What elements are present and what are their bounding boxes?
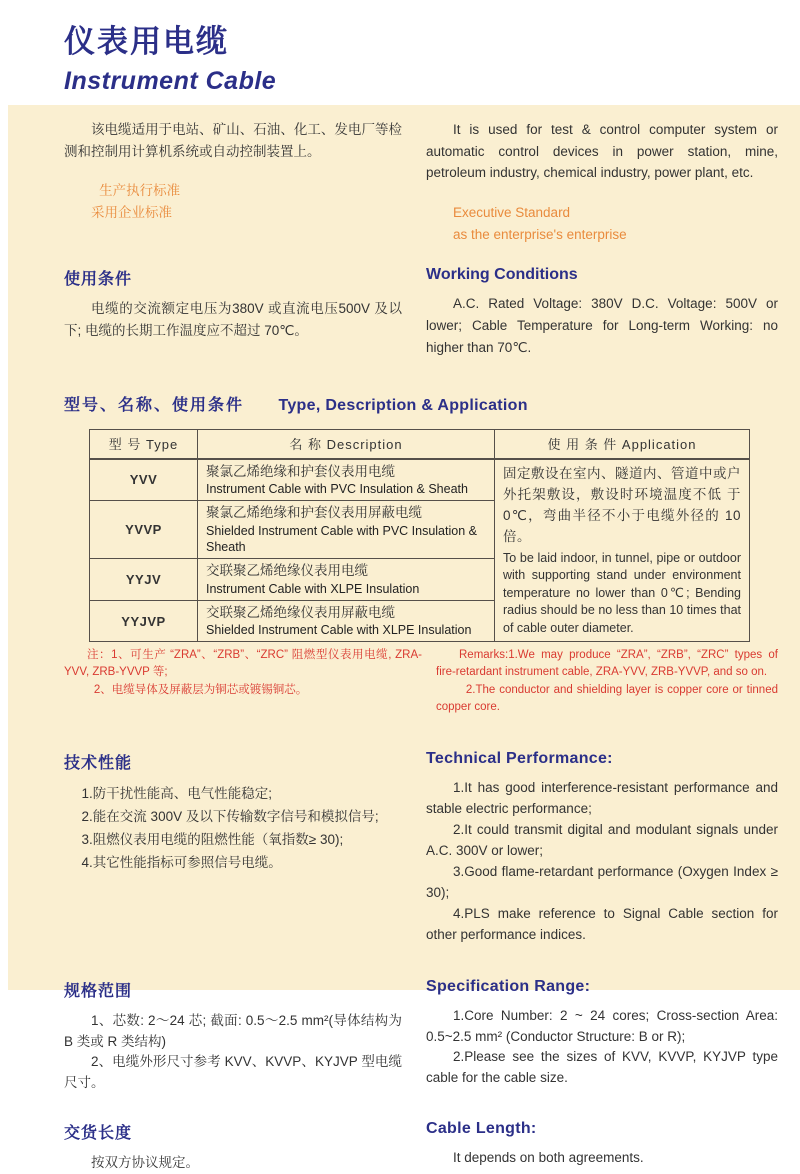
type-code: YYJV [90, 559, 198, 600]
table-heading-zh: 型号、名称、使用条件 [64, 397, 245, 415]
description-en: Shielded Instrument Cable with PVC Insulation & Sheath [206, 523, 477, 555]
application-zh: 固定敷设在室内、隧道内、管道中或户外托架敷设，敷设时环境温度不低 于0℃，弯曲半径不小于电缆外径的 10 倍。 [503, 465, 741, 544]
description-en: Instrument Cable with XLPE Insulation [206, 581, 420, 596]
page-header [0, 0, 800, 105]
standard-lines-en [426, 202, 778, 247]
specification-en-col [426, 978, 778, 1095]
length-heading-en: Cable Length: [426, 1120, 537, 1138]
working-body-zh: 电缆的交流额定电压为380V 或直流电压500V 及以下; 电缆的长期工作温度应不超过 70℃。 [64, 301, 402, 338]
working-heading-en: Working Conditions [426, 266, 578, 284]
specification-items-en [426, 1006, 778, 1090]
application-cell [495, 459, 750, 642]
specification-zh-col [64, 978, 402, 1095]
length-en-col [426, 1120, 778, 1174]
length-body-en: It depends on both agreements. [453, 1150, 644, 1166]
specification-item-en: 1.Core Number: 2 ~ 24 cores; Cross-section Area: 0.5~2.5 mm² (Conductor Structure: B or R); [426, 1007, 778, 1044]
remarks-zh [64, 647, 422, 716]
specification-heading-zh: 规格范围 [64, 982, 133, 1000]
standard-line-en-2: as the enterprise's enterprise [453, 227, 627, 243]
technical-heading-en: Technical Performance: [426, 750, 613, 768]
type-code: YVVP [90, 501, 198, 559]
specification-heading-en: Specification Range: [426, 977, 591, 995]
intro-en-col [426, 119, 778, 246]
working-body-en: A.C. Rated Voltage: 380V D.C. Voltage: 500V or lower; Cable Temperature for Long-term Working: no higher than 70℃. [426, 296, 778, 355]
specification-range-section [64, 978, 778, 1095]
technical-items-zh [64, 783, 402, 875]
technical-item-en: 2.It could transmit digital and modulant signals under A.C. 300V or lower; [426, 822, 778, 858]
application-en: To be laid indoor, in tunnel, pipe or outdoor with supporting stand under environment temperature no lower than 0℃; Bending radius should be no less than 10 times that of cable outer diameter. [503, 550, 741, 635]
standard-line-zh-1: 生产执行标准 [99, 183, 181, 199]
standard-line-zh-2: 采用企业标准 [91, 205, 172, 221]
length-body-zh: 按双方协议规定。 [91, 1155, 199, 1171]
type-description-table [89, 429, 750, 642]
specification-item-zh: 2、电缆外形尺寸参考 KVV、KVVP、KYJVP 型电缆尺寸。 [64, 1054, 402, 1091]
length-zh-col [64, 1120, 402, 1174]
description-zh: 交联聚乙烯绝缘仪表用屏蔽电缆 [206, 604, 395, 620]
specification-item-zh: 1、芯数: 2～24 芯; 截面: 0.5～2.5 mm²(导体结构为 B 类或 R 类结构) [64, 1012, 402, 1049]
technical-en-col [426, 750, 778, 945]
technical-performance-section [64, 750, 778, 945]
page-content [8, 105, 800, 1171]
technical-item-zh: 4.其它性能指标可参照信号电缆。 [81, 855, 282, 871]
remarks-section [64, 647, 778, 716]
type-code: YVV [90, 459, 198, 501]
technical-item-en: 4.PLS make reference to Signal Cable section for other performance indices. [426, 905, 778, 942]
description-zh: 聚氯乙烯绝缘和护套仪表用屏蔽电缆 [206, 505, 422, 521]
col-header-application: 使 用 条 件 Application [495, 430, 750, 459]
table-row [90, 459, 750, 501]
length-heading-zh: 交货长度 [64, 1125, 133, 1143]
description-cell [198, 559, 495, 600]
intro-zh-col [64, 119, 402, 246]
standard-line-en-1: Executive Standard [453, 204, 571, 220]
technical-item-zh: 2.能在交流 300V 及以下传输数字信号和模拟信号; [81, 809, 379, 825]
specification-items-zh [64, 1011, 402, 1095]
col-header-description: 名 称 Description [198, 430, 495, 459]
standard-lines-zh [64, 180, 402, 225]
specification-item-en: 2.Please see the sizes of KVV, KVVP, KYJVP type cable for the cable size. [426, 1049, 778, 1086]
technical-heading-zh: 技术性能 [64, 755, 133, 773]
working-conditions-section [64, 266, 778, 358]
intro-paragraph-en: It is used for test & control computer system or automatic control devices in power station, mine, petroleum industry, chemical industry, power plant, etc. [426, 122, 778, 181]
cable-length-section [64, 1120, 778, 1174]
technical-item-en: 1.It has good interference-resistant performance and stable electric performance; [426, 780, 778, 817]
working-en-col [426, 266, 778, 358]
remarks-en [436, 647, 778, 716]
description-cell [198, 459, 495, 501]
remark-en-1: Remarks:1.We may produce “ZRA”, “ZRB”, “ZRC” types of fire-retardant instrument cable, ZRA-YVV, ZRB-YVVP, and so on. [436, 649, 778, 679]
technical-item-zh: 3.阻燃仪表用电缆的阻燃性能（氧指数≥ 30); [81, 832, 344, 848]
technical-item-en: 3.Good flame-retardant performance (Oxygen Index ≥ 30); [426, 863, 778, 900]
col-header-type: 型 号 Type [90, 430, 198, 459]
intro-paragraph-zh: 该电缆适用于电站、矿山、石油、化工、发电厂等检测和控制用计算机系统或自动控制装置上。 [64, 122, 402, 159]
description-en: Instrument Cable with PVC Insulation & Sheath [206, 482, 468, 497]
description-cell [198, 600, 495, 641]
remark-zh-2: 2、电缆导体及屏蔽层为铜芯或镀锡铜芯。 [93, 683, 308, 696]
technical-zh-col [64, 750, 402, 945]
page-title-en: Instrument Cable [64, 67, 277, 95]
description-cell [198, 501, 495, 559]
description-en: Shielded Instrument Cable with XLPE Insulation [206, 623, 472, 638]
table-heading-en: Type, Description & Application [278, 397, 528, 415]
remark-zh-1: 注：1、可生产 “ZRA”、“ZRB”、“ZRC” 阻燃型仪表用电缆, ZRA-YVV, ZRB-YVVP 等; [64, 649, 422, 679]
technical-item-zh: 1.防干扰性能高、电气性能稳定; [81, 786, 273, 802]
technical-items-en [426, 778, 778, 945]
table-header-row [90, 430, 750, 459]
table-section-heading [64, 392, 778, 415]
description-zh: 聚氯乙烯绝缘和护套仪表用电缆 [206, 463, 395, 479]
working-heading-zh: 使用条件 [64, 271, 133, 289]
working-zh-col [64, 266, 402, 358]
type-code: YYJVP [90, 600, 198, 641]
remark-en-2: 2.The conductor and shielding layer is copper core or tinned copper core. [436, 683, 778, 713]
page-title-zh: 仪表用电缆 [64, 24, 229, 59]
intro-section [64, 119, 778, 246]
description-zh: 交联聚乙烯绝缘仪表用电缆 [206, 563, 368, 579]
